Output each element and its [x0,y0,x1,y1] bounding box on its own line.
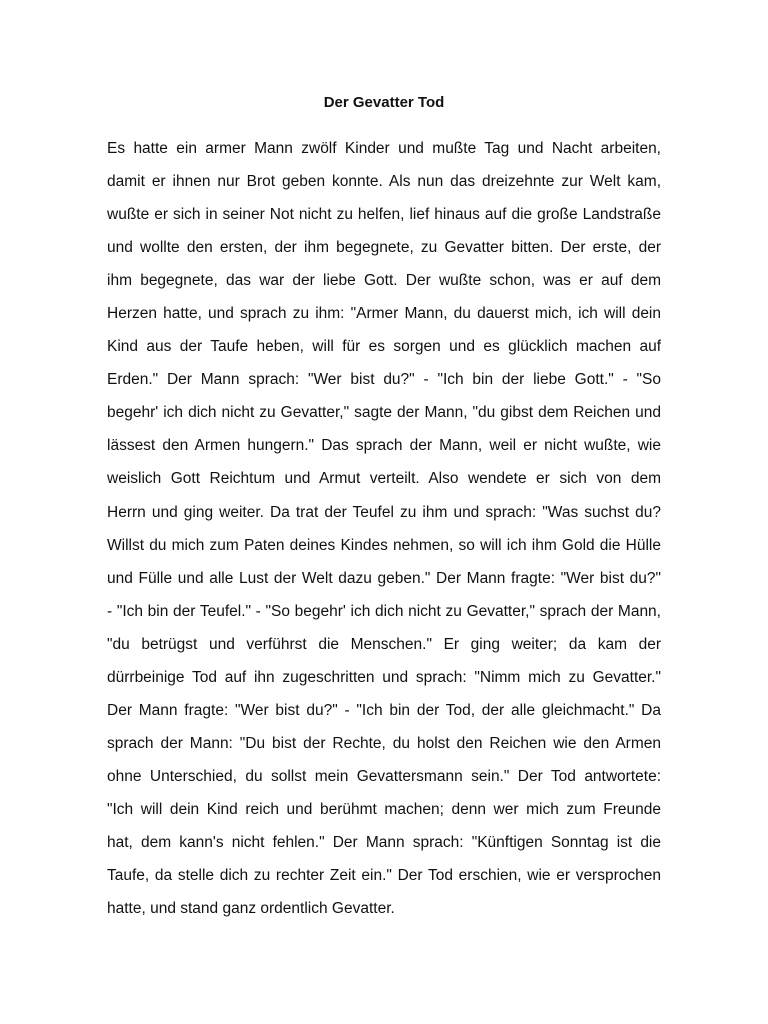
paragraph-line: weislich Gott Reichtum und Armut verteilt. Also wendete er sich von dem [107,470,661,488]
paragraph-line: dürrbeinige Tod auf ihn zugeschritten und sprach: "Nimm mich zu Gevatter." [107,668,661,686]
paragraph-line: Es hatte ein armer Mann zwölf Kinder und mußte Tag und Nacht arbeiten, [107,140,661,157]
paragraph-line: Kind aus der Taufe heben, will für es sorgen und es glücklich machen auf [107,338,661,356]
paragraph-line: wußte er sich in seiner Not nicht zu helfen, lief hinaus auf die große Landstraße [107,206,661,224]
paragraph-line: ohne Unterschied, du sollst mein Gevattersmann sein." Der Tod antwortete: [107,767,661,785]
paragraph-line: lässest den Armen hungern." Das sprach der Mann, weil er nicht wußte, wie [107,437,661,455]
paragraph-line: und Fülle und alle Lust der Welt dazu geben." Der Mann fragte: "Wer bist du?" [107,569,661,587]
paragraph-line: Herzen hatte, und sprach zu ihm: "Armer Mann, du dauerst mich, ich will dein [107,305,661,323]
paragraph-line: und wollte den ersten, der ihm begegnete, zu Gevatter bitten. Der erste, der [107,239,661,257]
paragraph-line: Taufe, da stelle dich zu rechter Zeit ein." Der Tod erschien, wie er versprochen [107,867,661,885]
story-paragraph [107,132,661,925]
paragraph-line: begehr' ich dich nicht zu Gevatter," sagte der Mann, "du gibst dem Reichen und [107,404,661,422]
paragraph-line: Der Mann fragte: "Wer bist du?" - "Ich bin der Tod, der alle gleichmacht." Da [107,701,661,719]
paragraph-line: damit er ihnen nur Brot geben konnte. Als nun das dreizehnte zur Welt kam, [107,173,661,191]
paragraph-line: "Ich will dein Kind reich und berühmt machen; denn wer mich zum Freunde [107,800,661,818]
paragraph-line: sprach der Mann: "Du bist der Rechte, du holst den Reichen wie den Armen [107,734,661,752]
paragraph-line: ihm begegnete, das war der liebe Gott. Der wußte schon, was er auf dem [107,272,661,290]
paragraph-line: - "Ich bin der Teufel." - "So begehr' ich dich nicht zu Gevatter," sprach der Mann, [107,602,661,620]
paragraph-line: Willst du mich zum Paten deines Kindes nehmen, so will ich ihm Gold die Hülle [107,536,661,554]
paragraph-line-last: hatte, und stand ganz ordentlich Gevatter. [107,900,395,918]
paragraph-line: Erden." Der Mann sprach: "Wer bist du?" - "Ich bin der liebe Gott." - "So [107,371,661,389]
paragraph-line: "du betrügst und verführst die Menschen." Er ging weiter; da kam der [107,635,661,653]
paragraph-line: hat, dem kann's nicht fehlen." Der Mann sprach: "Künftigen Sonntag ist die [107,833,661,851]
document-title: Der Gevatter Tod [323,94,445,111]
paragraph-line: Herrn und ging weiter. Da trat der Teufel zu ihm und sprach: "Was suchst du? [107,503,661,521]
